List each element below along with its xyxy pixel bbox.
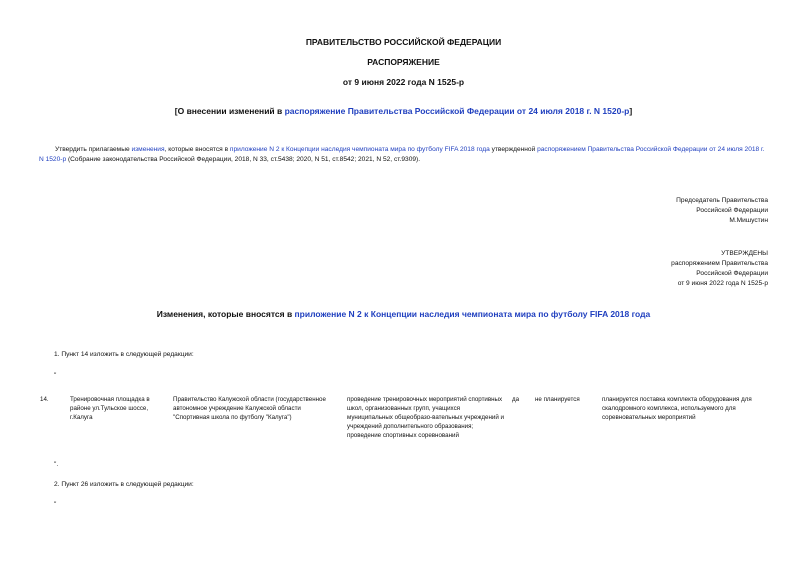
signature-line-1: Председатель Правительства xyxy=(676,197,768,204)
order-link[interactable]: распоряжением Правительства Российской Федерации от 24 июля 2018 г. N 1520-р xyxy=(39,146,765,163)
approval-line-2: распоряжением Правительства xyxy=(671,260,768,267)
approval-line-1: УТВЕРЖДЕНЫ xyxy=(721,250,768,257)
subject-prefix: [О внесении изменений в xyxy=(174,106,285,116)
item-1-text: 1. Пункт 14 изложить в следующей редакции: xyxy=(54,351,194,358)
row-flag: да xyxy=(512,396,520,403)
date-number-heading: от 9 июня 2022 года N 1525-р xyxy=(342,77,465,87)
approval-block xyxy=(671,249,768,289)
approval-line-4: от 9 июня 2022 года N 1525-р xyxy=(677,280,768,287)
doc-type-heading: РАСПОРЯЖЕНИЕ xyxy=(367,57,440,67)
changes-title xyxy=(0,309,807,319)
body-text-1: Утвердить прилагаемые xyxy=(55,146,132,153)
row-planned-1: не планируется xyxy=(535,396,580,403)
body-text-4: (Собрание законодательства Российской Федерации, 2018, N 33, ст.5438; 2020, N 51, ст.8542; 2021, N 52, ст.9309). xyxy=(66,156,421,163)
signature-line-2: Российской Федерации xyxy=(696,207,768,214)
subject-suffix: ] xyxy=(629,106,633,116)
subject-heading xyxy=(0,106,807,116)
quote-open-2: " xyxy=(54,501,57,508)
annex-link[interactable]: приложение N 2 к Концепции наследия чемпионата мира по футболу FIFA 2018 года xyxy=(229,146,490,153)
body-text-3: утвержденной xyxy=(489,146,538,153)
row-planned-2: планируется поставка комплекта оборудования для скалодромного комплекса, используемого для соревновательных мероприятий xyxy=(602,396,752,421)
changes-title-link[interactable]: приложение N 2 к Концепции наследия чемпионата мира по футболу FIFA 2018 года xyxy=(294,309,651,319)
signature-block xyxy=(676,196,768,226)
body-paragraph xyxy=(39,145,769,165)
row-owner: Правительство Калужской области (государственное автономное учреждение Калужской области "Спортивная школа по футболу "Калуга") xyxy=(173,396,326,421)
changes-link[interactable]: изменения xyxy=(131,146,165,153)
quote-open-1: " xyxy=(54,372,57,379)
quote-close-1: ". xyxy=(54,461,59,468)
approval-line-3: Российской Федерации xyxy=(696,270,768,277)
org-heading: ПРАВИТЕЛЬСТВО РОССИЙСКОЙ ФЕДЕРАЦИИ xyxy=(305,37,502,47)
subject-link[interactable]: распоряжение Правительства Российской Федерации от 24 июля 2018 г. N 1520-р xyxy=(284,106,630,116)
body-text-2: , которые вносятся в xyxy=(164,146,230,153)
row-usage: проведение тренировочных мероприятий спортивных школ, организованных групп, учащихся муниципальных общеобразо-вательных учреждений и учреждений дополнительного образования; проведение спортивных соревнований xyxy=(347,396,504,439)
changes-title-prefix: Изменения, которые вносятся в xyxy=(156,309,295,319)
row-object: Тренировочная площадка в районе ул.Тульское шоссе, г.Калуга xyxy=(70,396,150,421)
item-2-text: 2. Пункт 26 изложить в следующей редакции: xyxy=(54,481,194,488)
signature-line-3: М.Мишустин xyxy=(729,217,768,224)
row-number: 14. xyxy=(40,396,49,403)
